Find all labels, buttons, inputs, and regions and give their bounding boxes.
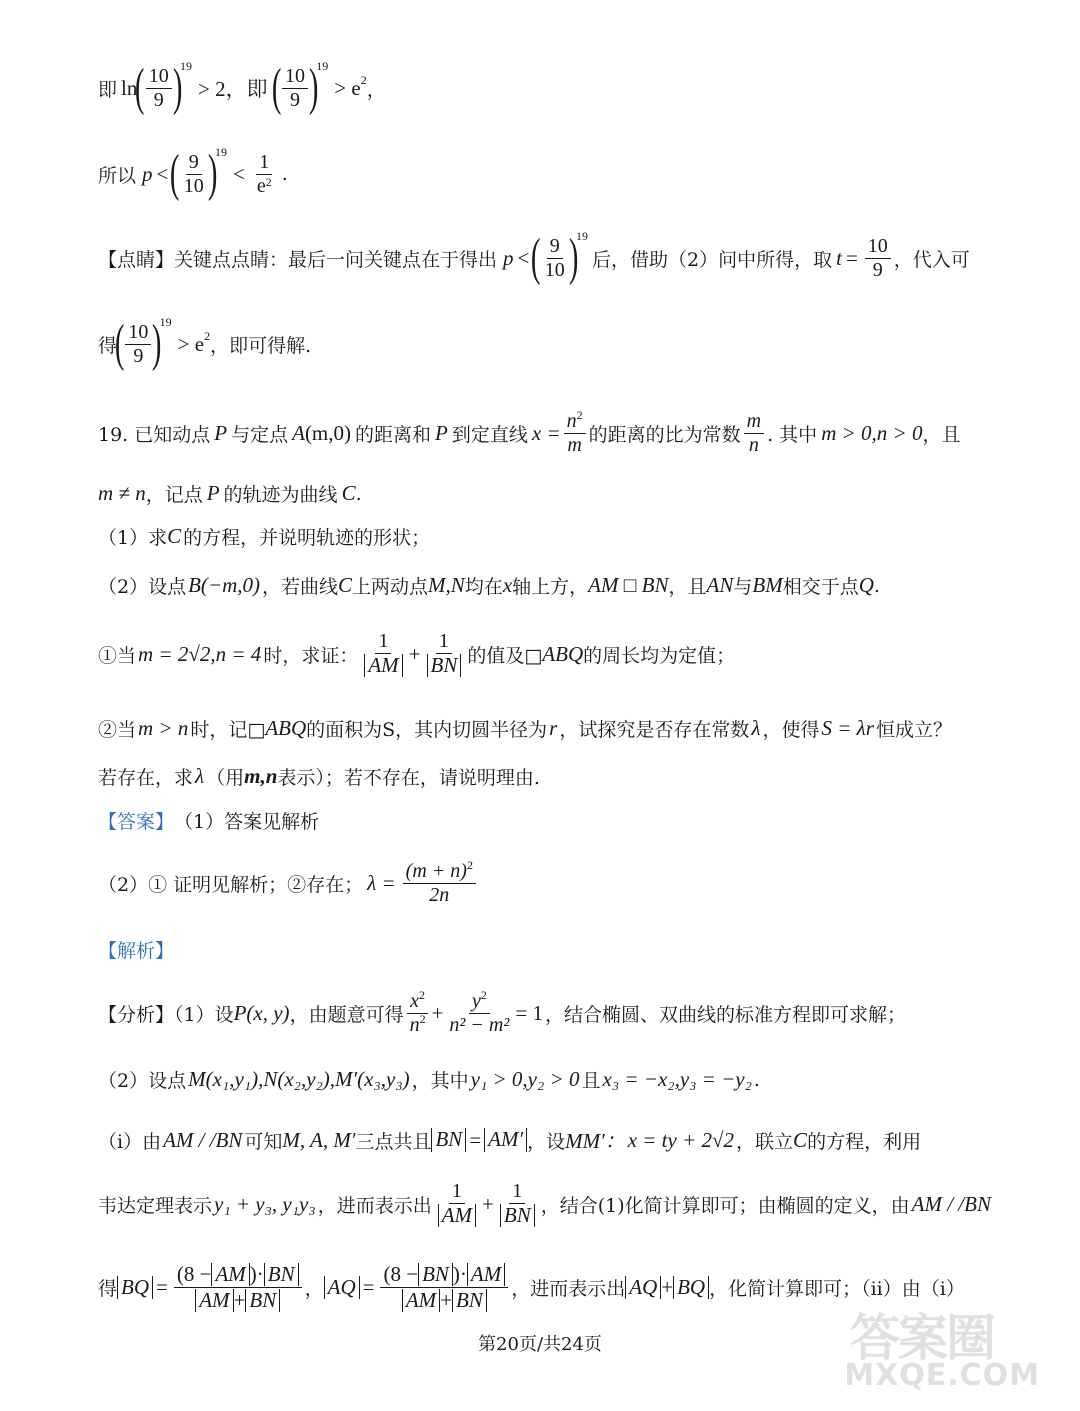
fraction: $\frac{1}{e^2}$ [256,150,272,197]
fraction: $\frac{10}{9}$ [125,321,151,368]
math: ln [121,75,138,100]
text-line: 即 ln ( $\frac{10}{9}$ ) $^{19}$ > 2，即 ( $\frac{10}{9}$ ) $^{19}$ > e $^2$ ， [98,58,386,116]
fraction: $\frac{1}{BN}$ [497,1180,538,1228]
text-line: 得 ( $\frac{10}{9}$ ) $^{19}$ > e $^2$ ，即可得解. [98,314,312,372]
analysis-line: 得 BQ = $\frac{(8 - AM )\cdot BN}{AM + BN}$ ， AQ = $\frac{(8 - BN )\cdot AM}{AM + BN}$ ，进而表示出 AQ + BQ ，化简计算即可；（ii）由（i） [98,1262,965,1312]
fraction: $\frac{1}{AM}$ [361,630,405,678]
text: ， [366,78,386,101]
fraction: $\frac{1}{BN}$ [424,630,465,678]
question-19-line: （2）设点 B(−m,0) ，若曲线 C 上两动点 M,N 均在 x 轴上方， AM □ BN ，且 AN 与 BM 相交于点 Q . [98,573,880,598]
math: > 2，即 [198,77,268,101]
analysis-line: 韦达定理表示 y₁ + y₃, y₁y₃ ，进而表示出 $\frac{1}{AM}$ + $\frac{1}{BN}$ ，结合(1)化简计算即可；由椭圆的定义，由 AM / /BN [98,1180,991,1227]
question-19-line: （1）求 C 的方程，并说明轨迹的形状； [98,524,431,549]
fraction: $\frac{(8 - BN )\cdot AM}{AM + BN}$ [380,1262,508,1313]
text-line: 【点睛】关键点点睛：最后一问关键点在于得出 p < ( $\frac{9}{10}$ ) $^{19}$ 后，借助（2）问中所得，取 t = $\frac{10}{9}$ ，代入可 [98,228,970,286]
fraction: $\frac{y^2}{\text{n² − m²}}$ [449,988,510,1036]
analysis-line: 【分析】（1）设 P(x, y) ，由题意可得 $\frac{x^2}{n^2}$ + $\frac{y^2}{\text{n² − m²}}$ = 1 ，结合椭圆、双曲线的标准方程即可求解； [98,988,906,1036]
fraction: $\frac{10}{9}$ [865,235,891,282]
fraction: $\frac{x^2}{n^2}$ [407,990,429,1037]
question-19-line: 19. 已知动点 P 与定点 A (m,0) 的距离和 P 到定直线 x = $\frac{n^2}{m}$ 的距离的比为常数 $\frac{m}{n}$ . 其中 m > 0,n > 0 ，且 [98,408,961,456]
question-19-line: ②当 m > n 时，记□ ABQ 的面积为S，其内切圆半径为 r ，试探究是否存在常数 λ ，使得 S = λr 恒成立？ [98,716,952,741]
fraction: $\frac{9}{10}$ [544,234,565,281]
question-19-line: ①当 m = 2√2,n = 4 时，求证： $\frac{1}{AM}$ + $\frac{1}{BN}$ 的值及□ ABQ 的周长均为定值； [98,630,736,677]
fraction: $\frac{n^2}{m}$ [564,410,586,457]
math: > e [334,75,361,100]
fraction: $\frac{(8 - AM )\cdot BN}{AM + BN}$ [174,1262,302,1313]
text: 即 [98,78,118,101]
answer-tag: 【答案】 [98,811,175,833]
page-footer: 第20页/共24页 [478,1334,602,1355]
text: 【点睛】关键点点睛：最后一问关键点在于得出 [98,248,498,271]
fraction: $\frac{1}{AM}$ [435,1180,479,1228]
fraction: $\frac{m}{n}$ [744,410,764,457]
analysis-heading: 【解析】 [98,940,175,962]
fraction: $\frac{(m + n)^2}{2n}$ [403,860,476,907]
watermark-logo [810,1298,1040,1393]
fraction: $\frac{9}{10}$ [183,150,204,197]
fraction: $\frac{10}{9}$ [146,65,172,112]
answer-line: 【答案】 （1）答案见解析 [98,807,1020,834]
question-19-line: 若存在，求 λ （用 m,n 表示）；若不存在，请说明理由. [98,764,540,789]
analysis-line: （2）设点 M(x₁,y₁),N(x₂,y₂),M′(x₃,y₃) ，其中 y₁ > 0,y₂ > 0 且 x₃ = −x₂,y₃ = −y₂ . [98,1067,760,1092]
watermark-site-text: MXQE.COM [844,1358,1040,1393]
question-19-line: m ≠ n ，记点 P 的轨迹为曲线 C . [98,481,362,506]
fraction: $\frac{10}{9}$ [282,65,308,112]
text-line: 所以 p < ( $\frac{9}{10}$ ) $^{19}$ < $\frac{1}{e^2}$ . [98,144,288,202]
text: 所以 [98,164,137,187]
answer-line: （2）① 证明见解析；②存在； λ = $\frac{(m + n)^2}{2n}$ [98,860,1020,907]
watermark-logo-text: 答案圈 [850,1309,994,1367]
analysis-line: （i）由 AM / /BN 可知 M, A, M′ 三点共且 BN = AM′ ，设 MM′： x = ty + 2√2 ，联立 C 的方程，利用 [98,1127,922,1153]
